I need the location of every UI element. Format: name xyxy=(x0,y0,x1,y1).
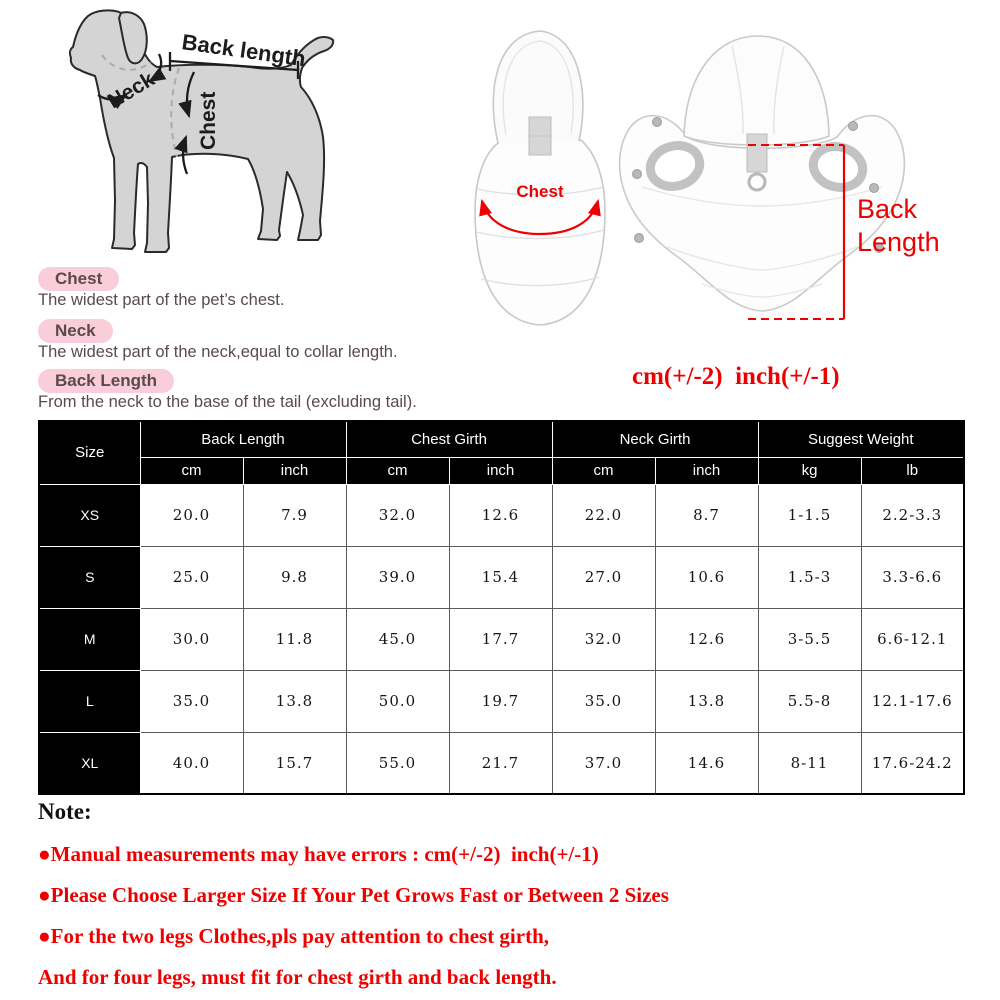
size-table xyxy=(38,420,965,795)
value-cell: 22.0 xyxy=(552,484,655,546)
jacket-front-view xyxy=(465,15,620,340)
jacket-back-length-label-line1: Back xyxy=(857,194,918,224)
header-chest-girth: Chest Girth xyxy=(346,421,552,457)
value-cell: 13.8 xyxy=(655,670,758,732)
definition-back-length xyxy=(38,369,174,393)
value-cell: 30.0 xyxy=(140,608,243,670)
hood xyxy=(684,36,829,145)
dog-neck-label: Neck xyxy=(103,67,159,114)
value-cell: 21.7 xyxy=(449,732,552,794)
value-cell: 9.8 xyxy=(243,546,346,608)
value-cell: 15.7 xyxy=(243,732,346,794)
value-cell: 11.8 xyxy=(243,608,346,670)
jacket-back-view xyxy=(612,22,957,337)
value-cell: 37.0 xyxy=(552,732,655,794)
value-cell: 6.6-12.1 xyxy=(861,608,964,670)
value-cell: 32.0 xyxy=(346,484,449,546)
value-cell: 1.5-3 xyxy=(758,546,861,608)
dog-chest-label: Chest xyxy=(197,91,220,150)
chest-pill: Chest xyxy=(38,267,119,291)
collar-strap xyxy=(747,134,767,172)
jacket-back-length-label-line2: Length xyxy=(857,227,940,257)
value-cell: 35.0 xyxy=(552,670,655,732)
value-cell: 17.7 xyxy=(449,608,552,670)
jacket-chest-label: Chest xyxy=(516,182,564,201)
back-length-definition-text: From the neck to the base of the tail (excluding tail). xyxy=(38,393,417,411)
value-cell: 25.0 xyxy=(140,546,243,608)
value-cell: 19.7 xyxy=(449,670,552,732)
note-item: ●Manual measurements may have errors : cm(+/-2) inch(+/-1) xyxy=(38,842,599,866)
jacket-front-outline xyxy=(475,31,605,325)
chest-definition-text: The widest part of the pet’s chest. xyxy=(38,291,285,309)
note-item: ●For the two legs Clothes,pls pay attention to chest girth, xyxy=(38,924,550,948)
value-cell: 2.2-3.3 xyxy=(861,484,964,546)
header-size: Size xyxy=(39,421,140,484)
dog-back-length-label: Back length xyxy=(180,29,308,72)
unit-header: kg xyxy=(758,457,861,484)
dog-measurement-diagram xyxy=(45,5,385,275)
value-cell: 3-5.5 xyxy=(758,608,861,670)
table-row-xl xyxy=(39,732,964,794)
notes-section xyxy=(38,799,968,1000)
jacket-back-outline xyxy=(620,36,905,311)
value-cell: 35.0 xyxy=(140,670,243,732)
value-cell: 7.9 xyxy=(243,484,346,546)
value-cell: 50.0 xyxy=(346,670,449,732)
table-row-xs xyxy=(39,484,964,546)
value-cell: 27.0 xyxy=(552,546,655,608)
back-length-pill: Back Length xyxy=(38,369,174,393)
note-item: And for four legs, must fit for chest girth and back length. xyxy=(38,965,557,989)
size-cell: S xyxy=(39,546,140,608)
value-cell: 15.4 xyxy=(449,546,552,608)
value-cell: 8-11 xyxy=(758,732,861,794)
unit-header: cm xyxy=(552,457,655,484)
neck-pill: Neck xyxy=(38,319,113,343)
size-cell: M xyxy=(39,608,140,670)
value-cell: 20.0 xyxy=(140,484,243,546)
unit-header: inch xyxy=(449,457,552,484)
value-cell: 17.6-24.2 xyxy=(861,732,964,794)
definition-neck xyxy=(38,319,113,343)
neck-definition-text: The widest part of the neck,equal to collar length. xyxy=(38,343,398,361)
definition-chest xyxy=(38,267,119,291)
value-cell: 40.0 xyxy=(140,732,243,794)
value-cell: 32.0 xyxy=(552,608,655,670)
value-cell: 5.5-8 xyxy=(758,670,861,732)
value-cell: 1-1.5 xyxy=(758,484,861,546)
table-row-s xyxy=(39,546,964,608)
header-back-length: Back Length xyxy=(140,421,346,457)
tolerance-note: cm(+/-2) inch(+/-1) xyxy=(632,363,840,390)
table-row-l xyxy=(39,670,964,732)
value-cell: 12.1-17.6 xyxy=(861,670,964,732)
value-cell: 3.3-6.6 xyxy=(861,546,964,608)
value-cell: 12.6 xyxy=(655,608,758,670)
notes-title: Note: xyxy=(38,799,92,824)
note-item: ●Please Choose Larger Size If Your Pet Grows Fast or Between 2 Sizes xyxy=(38,883,669,907)
table-row-m xyxy=(39,608,964,670)
value-cell: 10.6 xyxy=(655,546,758,608)
unit-header: cm xyxy=(140,457,243,484)
value-cell: 45.0 xyxy=(346,608,449,670)
unit-header: inch xyxy=(655,457,758,484)
header-neck-girth: Neck Girth xyxy=(552,421,758,457)
value-cell: 39.0 xyxy=(346,546,449,608)
value-cell: 14.6 xyxy=(655,732,758,794)
value-cell: 13.8 xyxy=(243,670,346,732)
value-cell: 12.6 xyxy=(449,484,552,546)
size-cell: XS xyxy=(39,484,140,546)
size-cell: L xyxy=(39,670,140,732)
unit-header: lb xyxy=(861,457,964,484)
unit-header: inch xyxy=(243,457,346,484)
header-suggest-weight: Suggest Weight xyxy=(758,421,964,457)
size-cell: XL xyxy=(39,732,140,794)
unit-header: cm xyxy=(346,457,449,484)
value-cell: 8.7 xyxy=(655,484,758,546)
value-cell: 55.0 xyxy=(346,732,449,794)
